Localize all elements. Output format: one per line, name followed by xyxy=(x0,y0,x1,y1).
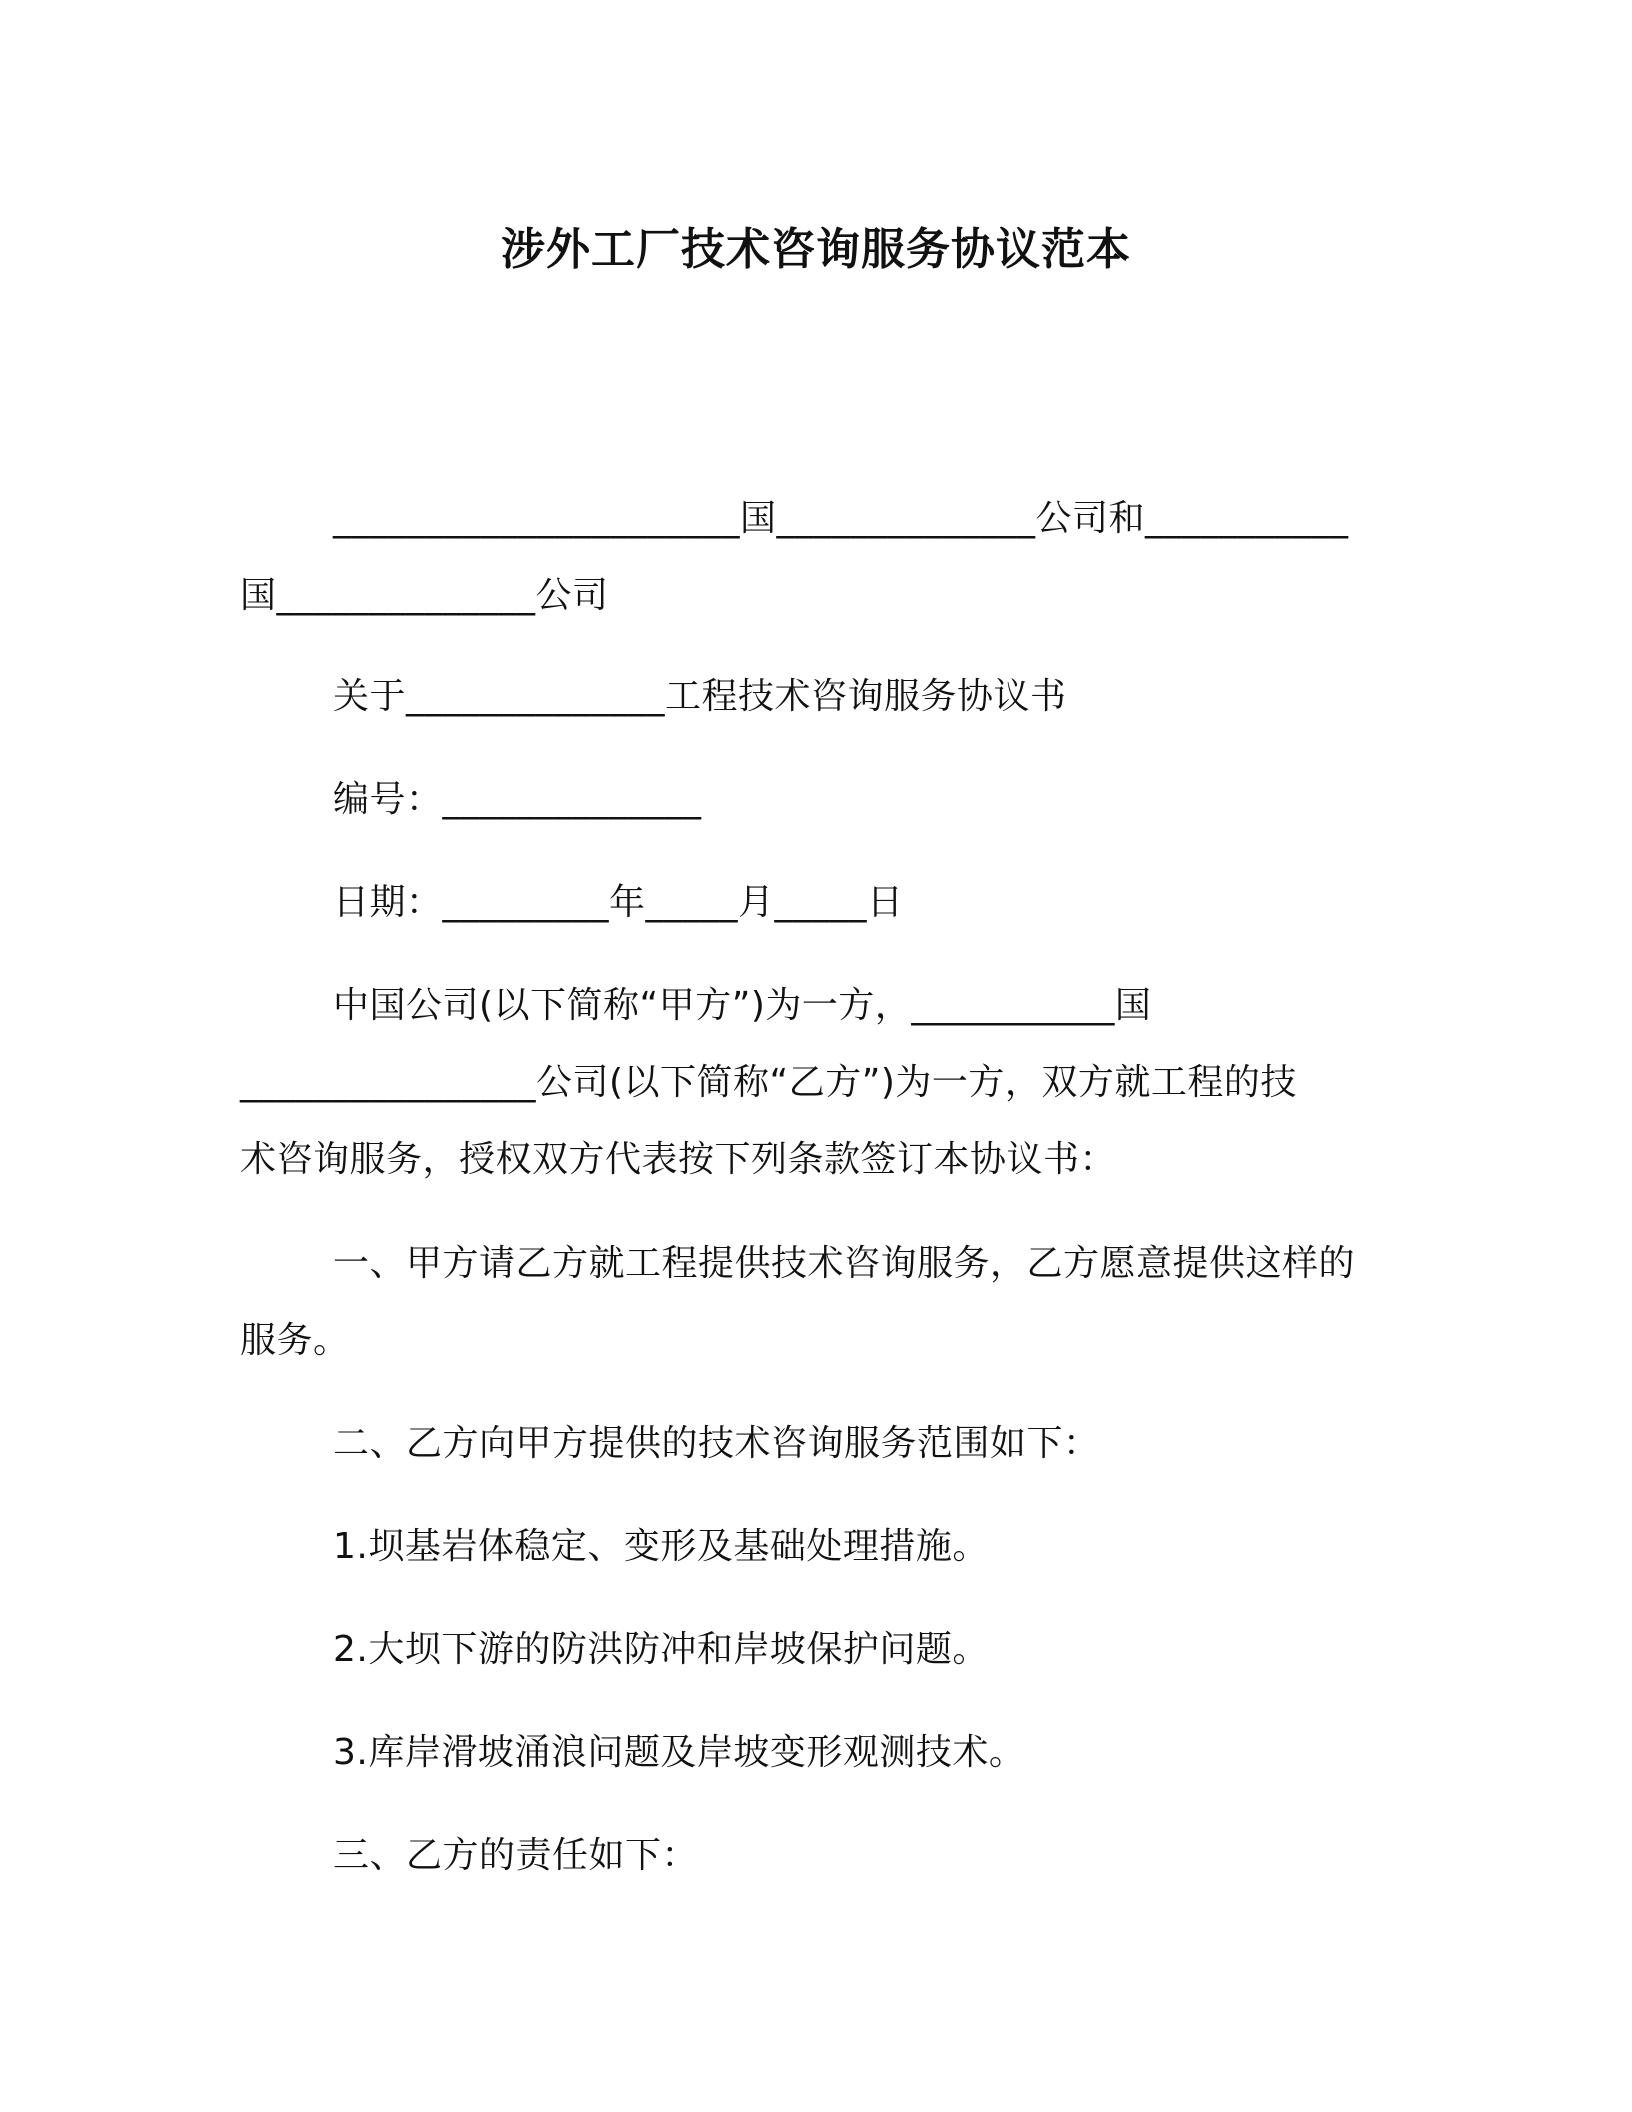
agreement-number: 编号：______________ xyxy=(333,779,702,820)
preamble-line-1: 中国公司(以下简称“甲方”)为一方，___________国 xyxy=(333,985,1152,1026)
clause-2-item-2: 2.大坝下游的防洪防冲和岸坡保护问题。 xyxy=(333,1629,989,1670)
document-title: 涉外工厂技术咨询服务协议范本 xyxy=(501,224,1131,275)
party-line-2: 国______________公司 xyxy=(240,575,609,616)
party-line-1: ______________________国______________公司和___________ xyxy=(333,498,1349,539)
preamble-line-3: 术咨询服务，授权双方代表按下列条款签订本协议书： xyxy=(240,1139,1117,1180)
preamble-line-2: ________________公司(以下简称“乙方”)为一方，双方就工程的技 xyxy=(240,1062,1297,1103)
clause-2-item-3: 3.库岸滑坡涌浪问题及岸坡变形观测技术。 xyxy=(333,1732,1026,1773)
clause-1-line-2: 服务。 xyxy=(240,1320,350,1361)
clause-3-heading: 三、乙方的责任如下： xyxy=(333,1835,699,1876)
agreement-subject: 关于______________工程技术咨询服务协议书 xyxy=(333,676,1067,717)
clause-1-line-1: 一、甲方请乙方就工程提供技术咨询服务，乙方愿意提供这样的 xyxy=(333,1243,1356,1284)
clause-2-heading: 二、乙方向甲方提供的技术咨询服务范围如下： xyxy=(333,1423,1100,1464)
clause-2-item-1: 1.坝基岩体稳定、变形及基础处理措施。 xyxy=(333,1526,989,1567)
agreement-date: 日期：_________年_____月_____日 xyxy=(333,882,904,923)
